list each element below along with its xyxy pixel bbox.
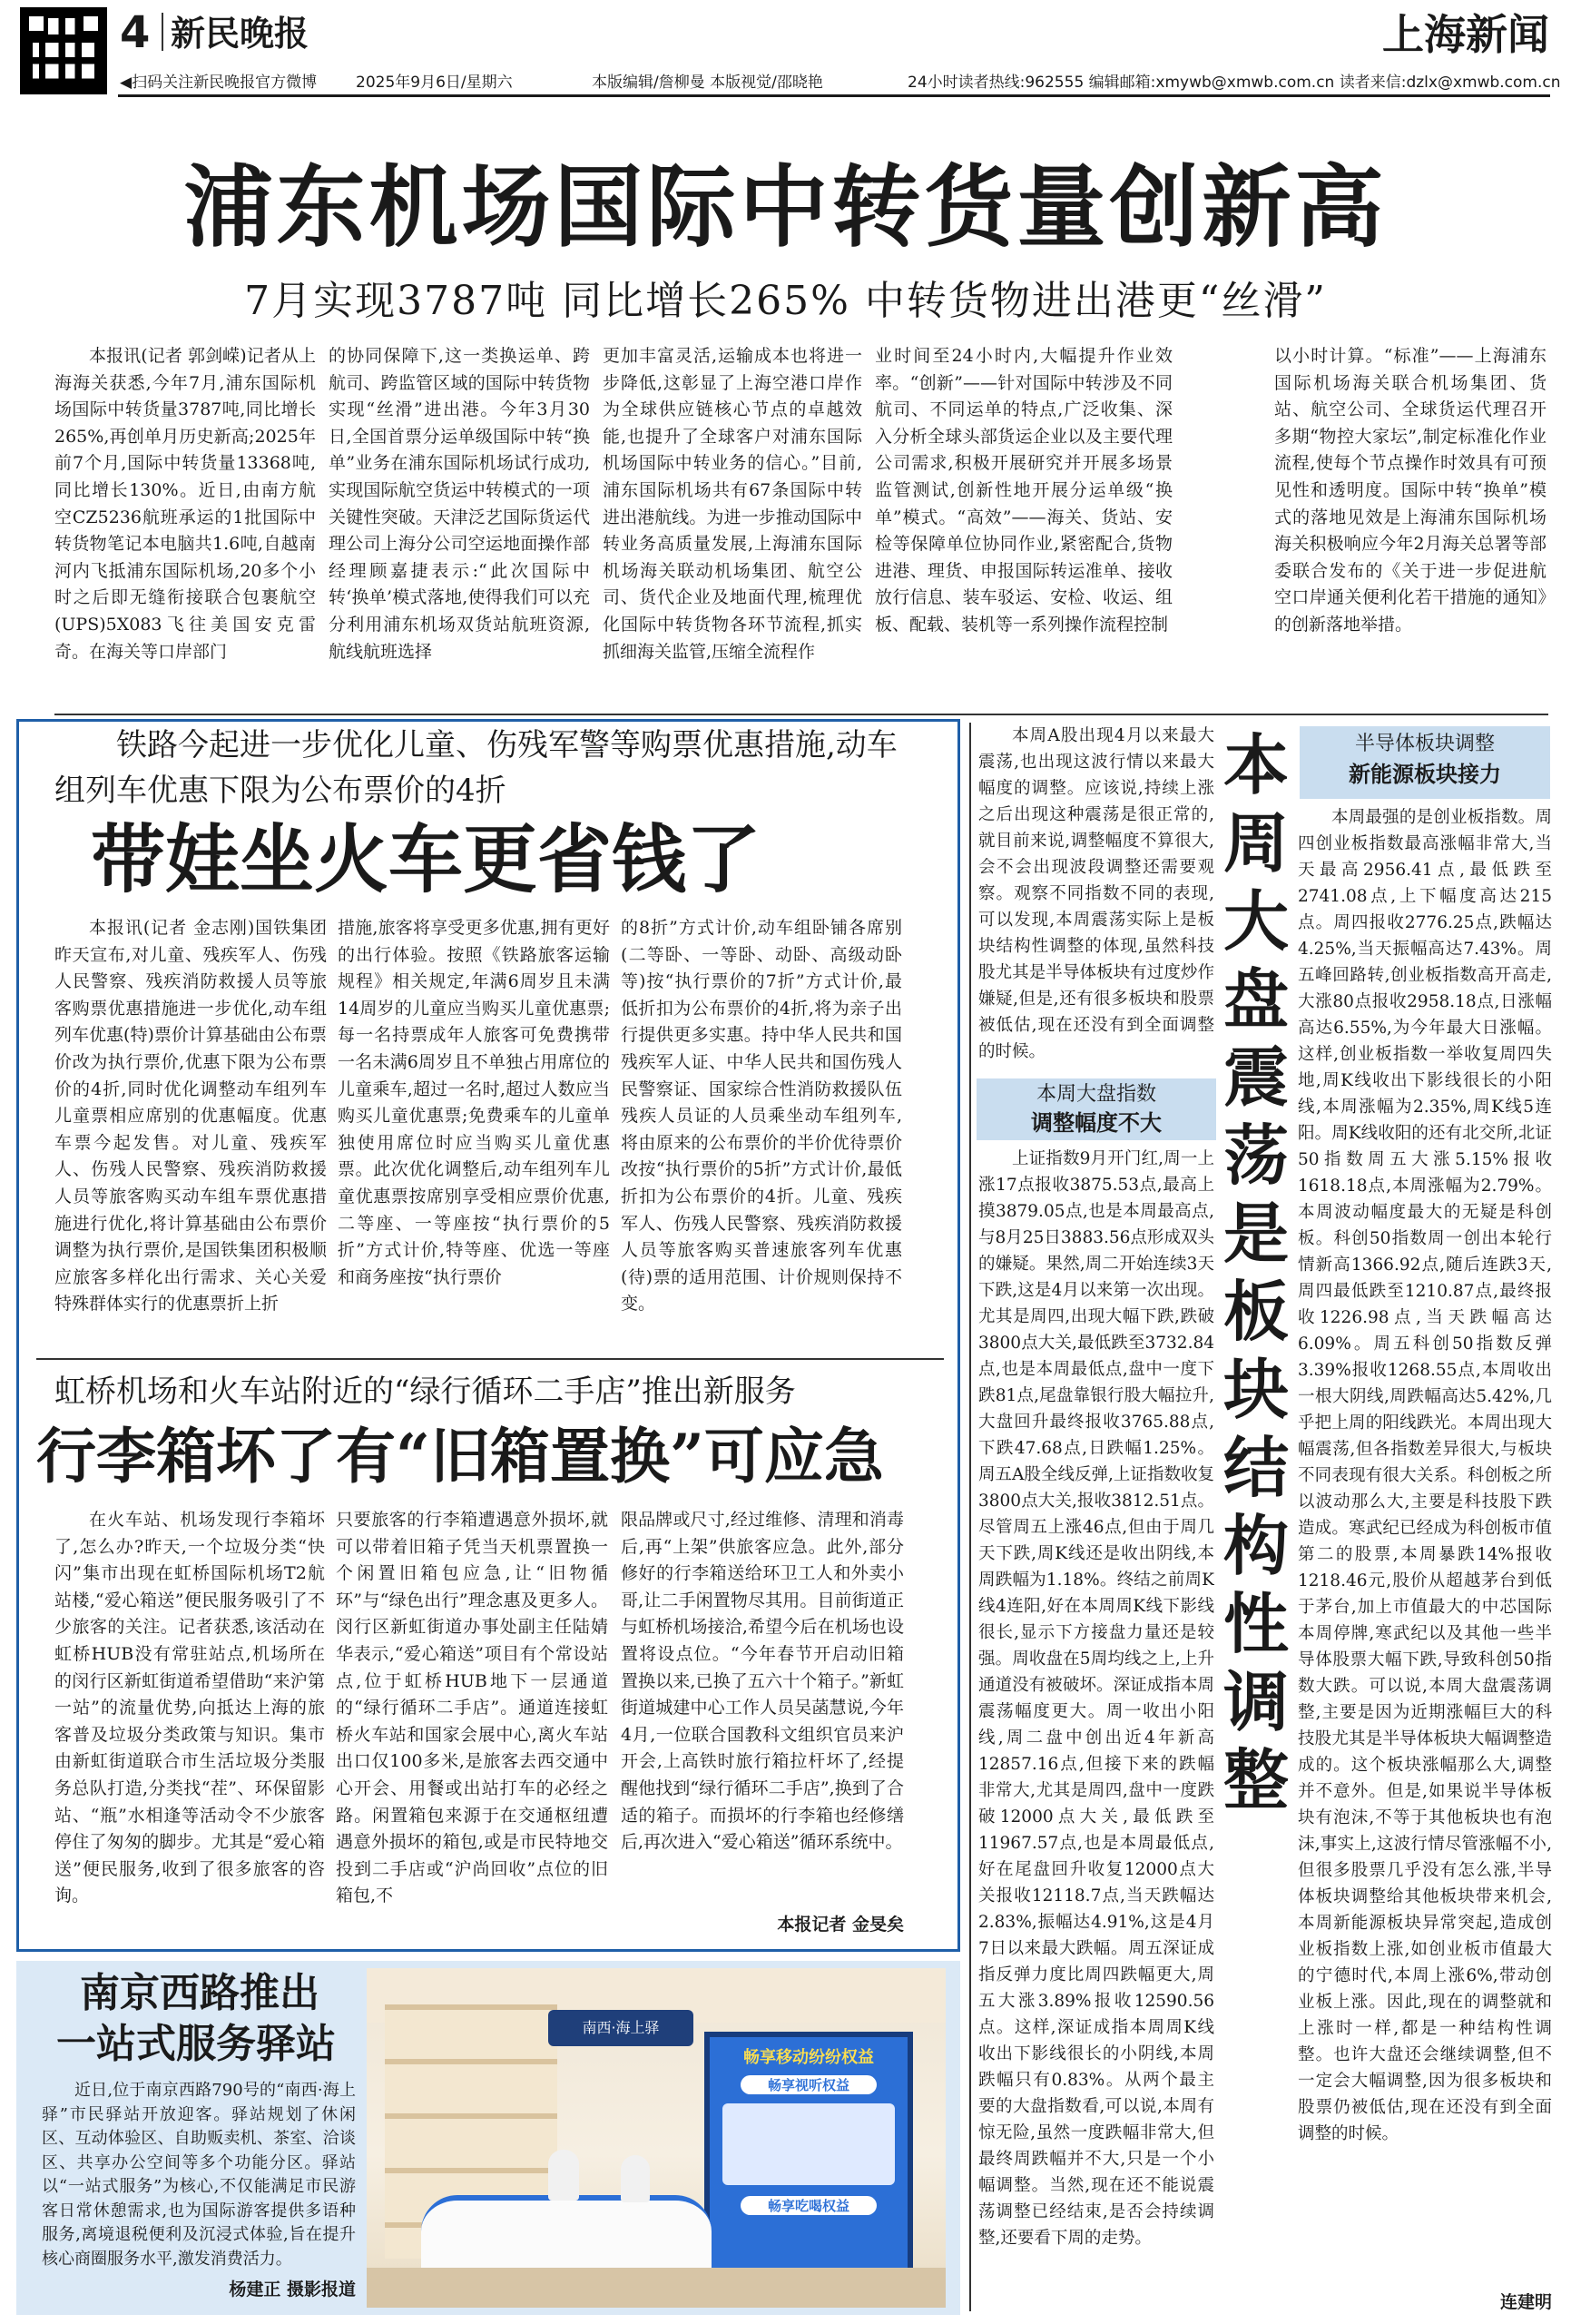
stock-subhead-1: 本周大盘指数 调整幅度不大	[977, 1078, 1216, 1140]
lead-headline: 浦东机场国际中转货量创新高	[183, 156, 1388, 260]
paper-name: 新民晚报	[171, 13, 309, 54]
luggage-column-3: 限品牌或尺寸,经过维修、清理和消毒后,再“上架”供旅客应急。此外,部分修好的行李箱送给环卫工人和外卖小哥,让二手闲置物尽其用。目前街道正与虹桥机场接洽,希望今后在机场也设置将设点位。“今年春节开启动旧箱置换以来,已换了五六十个箱子。”新虹街道城建中心工作人员吴菡慧说,今年4月,一位联合国教科文组织官员来沪开会,上高铁时旅行箱拉杆坏了,经提醒他找到“绿行循环二手店”,换到了合适的箱子。而损坏的行李箱也经修缮后,再次进入“爱心箱送”循环系统中。	[621, 1510, 904, 1853]
lead-column-4: 业时间至24小时内,大幅提升作业效率。“创新”——针对国际中转涉及不同航司、不同运单的特点,广泛收集、深入分析全球头部货运企业以及主要代理公司需求,积极开展研究并开展多场景监管测试,创新性地开展分运单级“换单”模式。“高效”——海关、货站、安检等保障单位协同作业,紧密配合,货物进港、理货、申报国际转运准单、接收放行信息、装车驳运、安检、收运、组板、配载、装机等一系列操作流程控制	[875, 346, 1173, 635]
nanjing-headline-1: 南京西路推出	[80, 1970, 319, 2016]
nanjing-body: 近日,位于南京西路790号的“南西·海上驿”市民驿站开放迎客。驿站规划了休闲区、互动体验区、自助贩卖机、茶室、洽谈区、共享办公空间等多个功能分区。驿站以“一站式服务”为核心,不仅能满足市民游客日常休憩需求,也为国际游客提供多语种服务,离境退税便利及沉浸式体验,旨在提升核心商圈服务水平,激发消费活力。	[42, 2081, 356, 2269]
photo-sign-board	[548, 2010, 693, 2046]
train-kicker: 铁路今起进一步优化儿童、伤残军警等购票优惠措施,动车组列车优惠下限为公布票价的4折	[54, 727, 898, 809]
stock-column-a-top: 本周A股出现4月以来最大震荡,也出现这波行情以来最大幅度的调整。应该说,持续上涨之后出现这种震荡是很正常的,就目前来说,调整幅度不算很大,会不会出现波段调整还需要观察。观察不同指数不同的表现,可以发现,本周震荡实际上是板块结构性调整的体现,虽然科技股尤其是半导体板块有过度炒作嫌疑,但是,还有很多板块和股票被低估,现在还没有到全面调整的时候。	[978, 726, 1214, 1061]
train-column-1: 本报讯(记者 金志刚)国铁集团昨天宣布,对儿童、残疾军人、伤残人民警察、残疾消防救援人员等旅客购票优惠措施进一步优化,动车组列车优惠(特)票价计算基础由公布票价改为执行票价,优惠下限为公布票价的4折,同时优化调整动车组列车儿童票相应席别的优惠幅度。优惠车票今起发售。对儿童、残疾军人、伤残人民警察、残疾消防救援人员等旅客购买动车组车票优惠措施进行优化,将计算基础由公布票价调整为执行票价,是国铁集团积极顺应旅客多样化出行需求、关心关爱特殊群体实行的优惠票折上折	[54, 918, 327, 1315]
stock-headline: 本周大盘震荡是板块结构性调整	[1222, 727, 1289, 1818]
luggage-column-1: 在火车站、机场发现行李箱坏了,怎么办?昨天,一个垃圾分类“快闪”集市出现在虹桥国际机场T2航站楼,“爱心箱送”便民服务吸引了不少旅客的关注。记者获悉,该活动在虹桥HUB没有常驻站点,机场所在的闵行区新虹街道希望借助“来沪第一站”的流量优势,向抵达上海的旅客普及垃圾分类政策与知识。集市由新虹街道联合市生活垃圾分类服务总队打造,分类找“茬”、环保留影站、“瓶”水相逢等活动令不少旅客停住了匆匆的脚步。尤其是“爱心箱送”便民服务,收到了很多旅客的咨询。	[54, 1510, 325, 1906]
weibo-arrow-icon: ◀	[120, 74, 133, 92]
weibo-note: ◀扫码关注新民晚报官方微博	[120, 74, 318, 92]
photo-sign-text: 南西·海上驿	[582, 2019, 660, 2036]
lead-subheadline: 7月实现3787吨 同比增长265% 中转货物进出港更“丝滑”	[244, 278, 1327, 324]
stock-subhead-2: 半导体板块调整 新能源板块接力	[1300, 726, 1550, 799]
photo-floor	[367, 2268, 946, 2308]
section-name: 上海新闻	[1382, 10, 1549, 59]
photo-staff	[548, 2150, 579, 2201]
station-photo	[367, 1968, 946, 2308]
lead-column-1: 本报讯(记者 郭剑嵘)记者从上海海关获悉,今年7月,浦东国际机场国际中转货量3787吨,同比增长265%,再创单月历史新高;2025年前7个月,国际中转货量13368吨,同比增长130%。近日,由南方航空CZ5236航班承运的1批国际中转货物笔记本电脑共1.6吨,自越南河内飞抵浦东国际机场,20多个小时之后即无缝衔接联合包裹航空(UPS)5X083飞往美国安克雷奇。在海关等口岸部门	[54, 346, 316, 662]
stock-column-b: 本周最强的是创业板指数。周四创业板指数最高涨幅非常大,当天最高2956.41点,最低跌至2741.08点,上下幅度高达215点。周四报收2776.25点,跌幅达4.25%,当天振幅高达7.43%。周五峰回路转,创业板指数高开高走,大涨80点报收2958.18点,日涨幅高达6.55%,为今年最大日涨幅。这样,创业板指数一举收复周四失地,周K线收出下影线很长的小阳线,本周涨幅为2.35%,周K线5连阳。周K线收阳的还有北交所,北证50指数周五大涨5.15%报收1618.18点,本周涨幅为2.79%。本周波动幅度最大的无疑是科创板。科创50指数周一创出本轮行情新高1366.92点,随后连跌3天,周四最低跌至1210.87点,最终报收1226.98点,当天跌幅高达6.09%。周五科创50指数反弹3.39%报收1268.55点,本周收出一根大阴线,周跌幅高达5.42%,几乎把上周的阳线跌光。本周出现大幅震荡,但各指数差异很大,与板块不同表现有很大关系。科创板之所以波动那么大,主要是科技股下跌造成。寒武纪已经成为科创板市值第二的股票,本周暴跌14%报收1218.46元,股价从超越茅台到低于茅台,加上市值最大的中芯国际本周停牌,寒武纪以及其他一些半导体股票大幅下跌,导致科创50指数大跌。可以说,本周大盘震荡调整,主要是因为近期涨幅巨大的科技股尤其是半导体板块大幅调整造成的。这个板块涨幅那么大,调整并不意外。但是,如果说半导体板块有泡沫,不等于其他板块也有泡沫,事实上,这波行情尽管涨幅不小,但很多股票几乎没有怎么涨,半导体板块调整给其他板块带来机会,本周新能源板块异常突起,造成创业板指数上涨,如创业板市值最大的宁德时代,本周上涨6%,带动创业板上涨。因此,现在的调整就和上涨时一样,都是一种结构性调整。也许大盘还会继续调整,但不一定会大幅调整,因为很多板块和股票仍被低估,现在还没有到全面调整的时候。	[1298, 808, 1552, 2143]
stock-byline: 连建明	[1499, 2292, 1552, 2312]
luggage-byline: 本报记者 金旻矣	[777, 1915, 904, 1935]
train-headline: 带娃坐火车更省钱了	[91, 817, 761, 903]
luggage-column-2: 只要旅客的行李箱遭遇意外损坏,就可以带着旧箱子凭当天机票置换一个闲置旧箱包应急,让“旧物循环”与“绿色出行”理念惠及更多人。闵行区新虹街道办事处副主任陆婧华表示,“爱心箱送”项目有个常设站点,位于虹桥HUB地下一层通道的“绿行循环二手店”。通道连接虹桥火车站和国家会展中心,离火车站出口仅100多米,是旅客去西交通中心开会、用餐或出站打车的必经之路。闲置箱包来源于在交通枢纽遭遇意外损坏的箱包,或是市民特地交投到二手店或“沪尚回收”点位的旧箱包,不	[336, 1510, 608, 1906]
train-column-2: 措施,旅客将享受更多优惠,拥有更好的出行体验。按照《铁路旅客运输规程》相关规定,年满6周岁且未满14周岁的儿童应当购买儿童优惠票;每一名持票成年人旅客可免费携带一名未满6周岁且不单独占用席位的儿童乘车,超过一名时,超过人数应当购买儿童优惠票;免费乘车的儿童单独使用席位时应当购买儿童优惠票。此次优化调整后,动车组列车儿童优惠票按席别享受相应票价优惠,二等座、一等座按“执行票价的5折”方式计价,特等座、优选一等座和商务座按“执行票价	[338, 918, 610, 1287]
luggage-kicker: 虹桥机场和火车站附近的“绿行循环二手店”推出新服务	[54, 1374, 796, 1410]
qr-code	[20, 7, 107, 94]
nanjing-headline-2: 一站式服务驿站	[56, 2021, 336, 2067]
nanjing-byline: 杨建正 摄影报道	[229, 2280, 356, 2299]
photo-staff	[621, 2155, 650, 2202]
photo-screen: 畅享移动纷纷权益 畅享视听权益 畅享吃喝权益	[704, 2032, 913, 2304]
lead-column-2: 的协同保障下,这一类换运单、跨航司、跨监管区域的国际中转货物实现“丝滑”进出港。今年3月30日,全国首票分运单级国际中转“换单”业务在浦东国际机场试行成功,实现国际航空货运中转模式的一项关键性突破。天津泛艺国际货运代理公司上海分公司空运地面操作部经理顾嘉捷表示:“此次国际中转‘换单’模式落地,使得我们可以充分利用浦东机场双货站航班资源,航线航班选择	[329, 346, 590, 662]
reader-hotline: 24小时读者热线:962555 编辑邮箱:xmywb@xmwb.com.cn 读者来信:dzlx@xmwb.com.cn	[908, 74, 1561, 92]
luggage-headline: 行李箱坏了有“旧箱置换”可应急	[36, 1421, 884, 1492]
editor-credit: 本版编辑/詹柳曼 本版视觉/邵晓艳	[592, 74, 823, 92]
lead-column-3: 更加丰富灵活,运输成本也将进一步降低,这彰显了上海空港口岸作为全球供应链核心节点的卓越效能,也提升了全球客户对浦东国际机场国际中转业务的信心。”目前,浦东国际机场共有67条国际中转进出港航线。为进一步推动国际中转业务高质量发展,上海浦东国际机场海关联动机场集团、航空公司、货代企业及地面代理,梳理优化国际中转货物各环节流程,抓实抓细海关监管,压缩全流程作	[603, 346, 862, 662]
page-number: 4	[120, 7, 151, 58]
issue-date: 2025年9月6日/星期六	[356, 74, 513, 92]
lead-column-5: 以小时计算。“标准”——上海浦东国际机场海关联合机场集团、货站、航空公司、全球货运代理召开多期“物控大家坛”,制定标准化作业流程,使每个节点操作时效具有可预见性和透明度。国际中转“换单”模式的落地见效是上海浦东国际机场海关积极响应今年2月海关总署等部委联合发布的《关于进一步促进航空口岸通关便利化若干措施的通知》的创新落地举措。	[1274, 346, 1546, 635]
train-column-3: 的8折”方式计价,动车组卧铺各席别(二等卧、一等卧、动卧、高级动卧等)按“执行票价的7折”方式计价,最低折扣为公布票价的4折,将为亲子出行提供更多实惠。持中华人民共和国残疾军人证、中华人民共和国伤残人民警察证、国家综合性消防救援队伍残疾人员证的人员乘坐动车组列车,将由原来的公布票价的半价优待票价改按“执行票价的5折”方式计价,最低折扣为公布票价的4折。儿童、残疾军人、伤残人民警察、残疾消防救援人员等旅客购买普速旅客列车优惠(待)票的适用范围、计价规则保持不变。	[621, 918, 902, 1315]
stock-column-a-bottom: 上证指数9月开门红,周一上涨17点报收3875.53点,最高上摸3879.05点,也是本周最高点,与8月25日3883.56点形成双头的嫌疑。果然,周二开始连续3天下跌,这是4月以来第一次出现。尤其是周四,出现大幅下跌,跌破3800点大关,最低跌至3732.84点,也是本周最低点,盘中一度下跌81点,尾盘靠银行股大幅拉升,大盘回升最终报收3765.88点,下跌47.68点,日跌幅1.25%。周五A股全线反弹,上证指数收复3800点大关,报收3812.51点。尽管周五上涨46点,但由于周几天下跌,周K线还是收出阴线,本周跌幅为1.18%。终结之前周K线4连阳,好在本周周K线下影线很长,显示下方接盘力量还是较强。周收盘在5周均线之上,上升通道没有被破坏。深证成指本周震荡幅度更大。周一收出小阳线,周二盘中创出近4年新高12857.16点,但接下来的跌幅非常大,尤其是周四,盘中一度跌破12000点大关,最低跌至11967.57点,也是本周最低点,好在尾盘回升收复12000点大关报收12118.7点,当天跌幅达2.83%,振幅达4.91%,这是4月7日以来最大跌幅。周五深证成指反弹力度比周四跌幅更大,周五大涨3.89%报收12590.56点。这样,深证成指本周周K线收出下影线很长的小阴线,本周跌幅只有0.83%。从两个最主要的大盘指数看,可以说,本周有惊无险,虽然一度跌幅非常大,但最终周跌幅并不大,只是一个小幅调整。当然,现在还不能说震荡调整已经结束,是否会持续调整,还要看下周的走势。	[978, 1149, 1214, 2248]
